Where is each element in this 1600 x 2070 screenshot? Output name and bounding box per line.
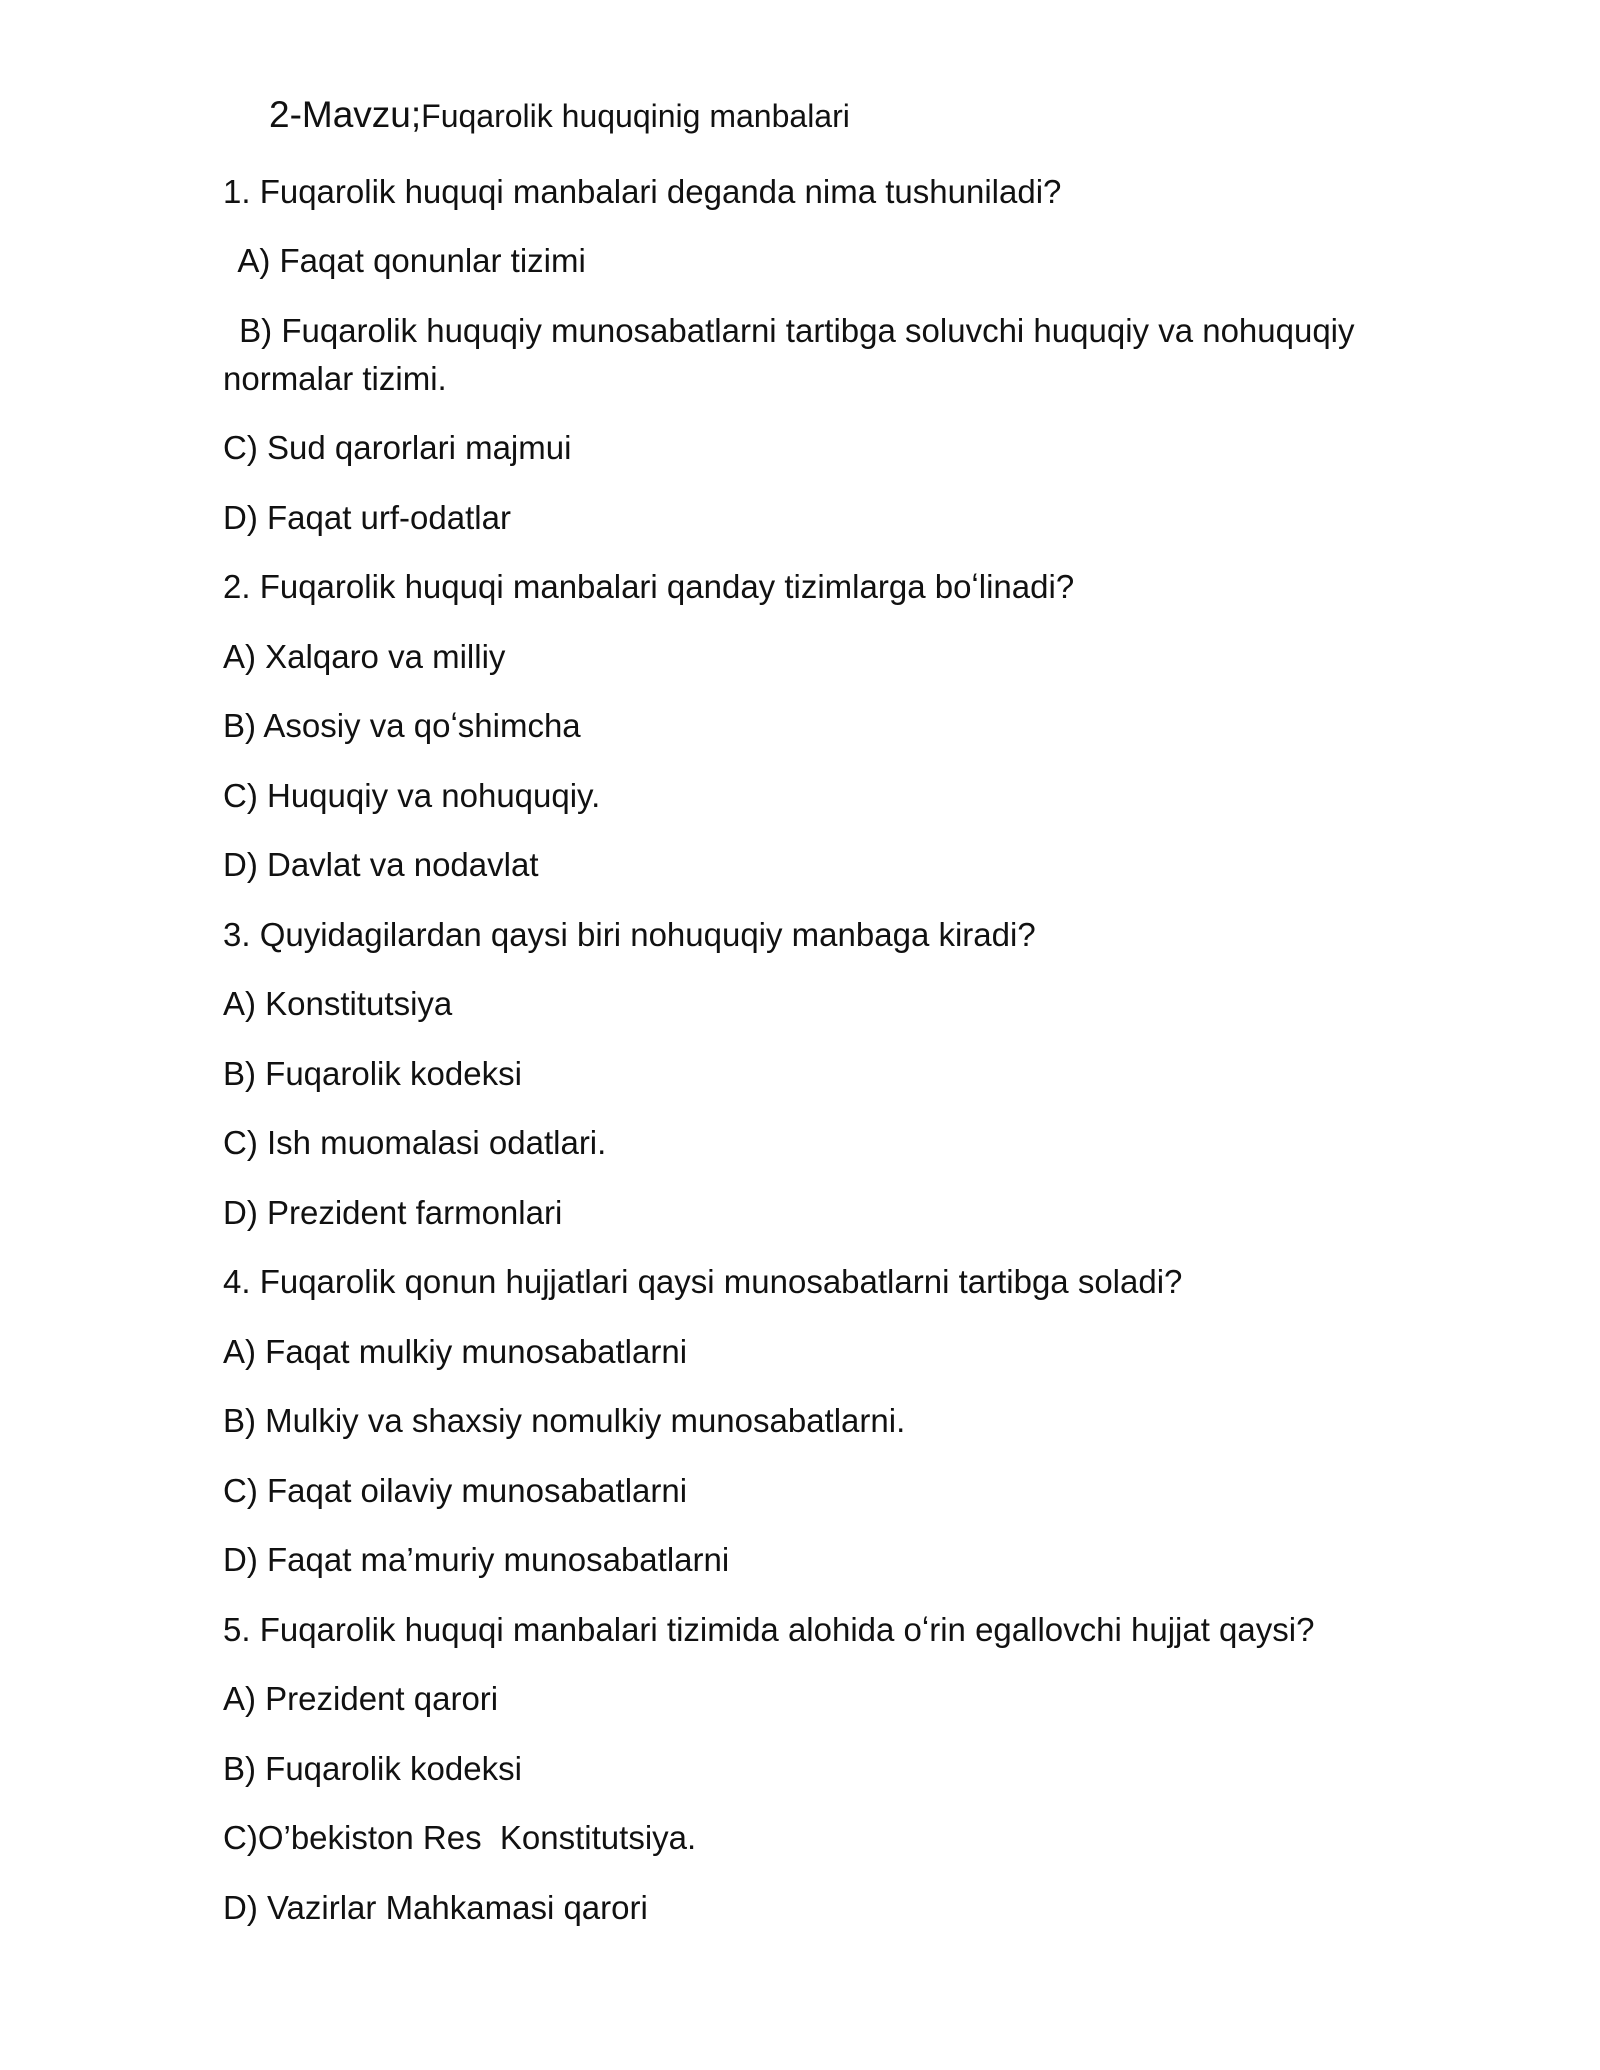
title-text: Fuqarolik huquqinig manbalari [421,98,850,134]
q1-option-b: B) Fuqarolik huquqiy munosabatlarni tartibga soluvchi huquqiy va nohuquqiy [230,312,1355,349]
question-5: 5. Fuqarolik huquqi manbalari tizimida alohida oʻrin egallovchi hujjat qaysi? [223,1611,1315,1648]
q3-option-b: B) Fuqarolik kodeksi [223,1055,522,1092]
q5-option-d: D) Vazirlar Mahkamasi qarori [223,1889,648,1926]
question-1: 1. Fuqarolik huquqi manbalari deganda nima tushuniladi? [223,173,1062,210]
q5-option-b: B) Fuqarolik kodeksi [223,1750,522,1787]
q5-option-c: C)O’bekiston Res Konstitutsiya. [223,1819,697,1856]
q1-option-b-continuation: normalar tizimi. [223,360,447,397]
q2-option-b: B) Asosiy va qoʻshimcha [223,707,581,744]
q3-option-a: A) Konstitutsiya [223,985,453,1022]
q1-option-a: A) Faqat qonunlar tizimi [230,242,586,279]
q2-option-a: A) Xalqaro va milliy [223,638,506,675]
q3-option-c: C) Ish muomalasi odatlari. [223,1124,607,1161]
q3-option-d: D) Prezident farmonlari [223,1194,563,1231]
q1-option-c: C) Sud qarorlari majmui [223,429,572,466]
question-4: 4. Fuqarolik qonun hujjatlari qaysi munosabatlarni tartibga soladi? [223,1263,1183,1300]
q5-option-a: A) Prezident qarori [223,1680,499,1717]
question-2: 2. Fuqarolik huquqi manbalari qanday tizimlarga boʻlinadi? [223,568,1075,605]
q2-option-d: D) Davlat va nodavlat [223,846,539,883]
title-prefix: 2-Mavzu; [269,94,422,135]
q4-option-d: D) Faqat ma’muriy munosabatlarni [223,1541,730,1578]
question-3: 3. Quyidagilardan qaysi biri nohuquqiy manbaga kiradi? [223,916,1036,953]
q2-option-c: C) Huquqiy va nohuquqiy. [223,777,601,814]
q1-option-d: D) Faqat urf-odatlar [223,499,511,536]
page-title [269,96,850,133]
q4-option-a: A) Faqat mulkiy munosabatlarni [223,1333,688,1370]
q4-option-b: B) Mulkiy va shaxsiy nomulkiy munosabatlarni. [223,1402,906,1439]
q4-option-c: C) Faqat oilaviy munosabatlarni [223,1472,688,1509]
